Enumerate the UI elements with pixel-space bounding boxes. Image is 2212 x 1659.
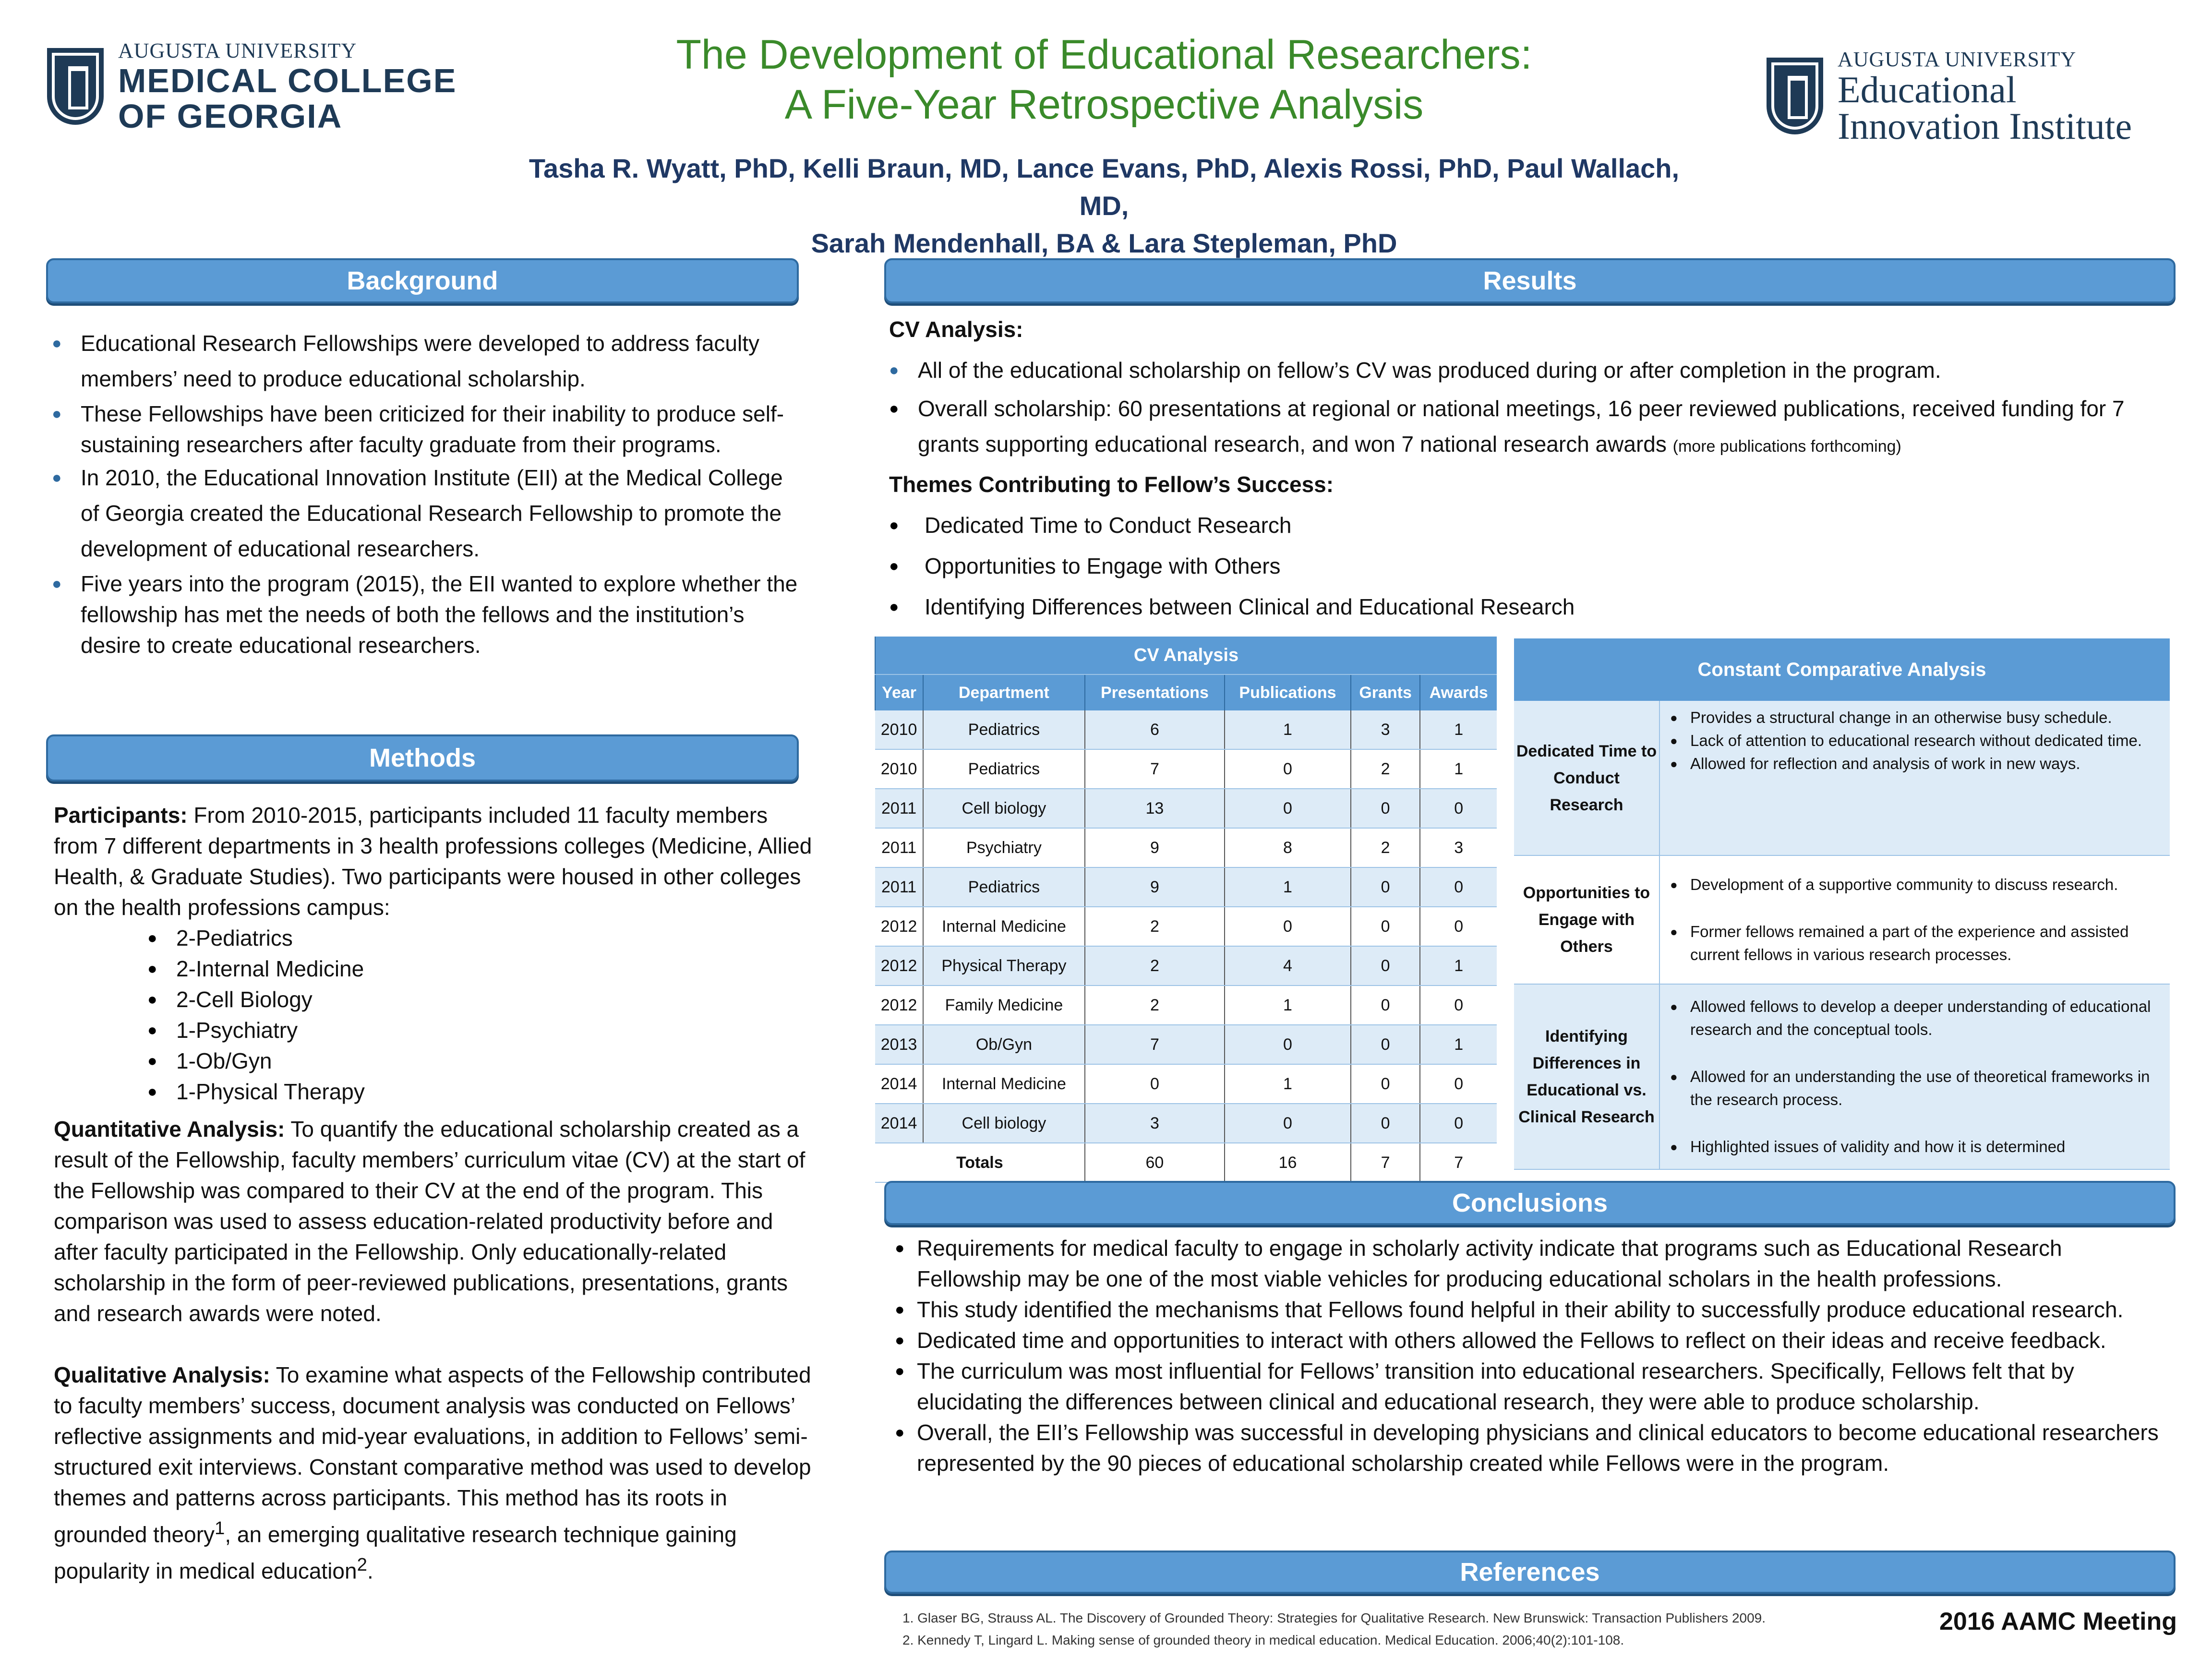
department-item: ● 2-Pediatrics — [147, 923, 812, 953]
cell-presentations: 9 — [1085, 828, 1225, 867]
cv-bullet — [889, 391, 2180, 464]
cell-department: Pediatrics — [923, 749, 1085, 789]
citation-2: 2 — [357, 1554, 367, 1575]
total-presentations: 60 — [1085, 1143, 1225, 1182]
cell-awards: 0 — [1420, 867, 1497, 907]
cv-table-row — [875, 907, 1497, 946]
total-grants: 7 — [1351, 1143, 1420, 1182]
col-year: Year — [875, 674, 923, 710]
cv-table-header — [875, 674, 1497, 710]
logo-institute-line2: Innovation Institute — [1838, 105, 2132, 147]
cca-point: ● Highlighted issues of validity and how it is determined — [1670, 1135, 2164, 1158]
theme-item: ● Dedicated Time to Conduct Research — [889, 505, 2180, 546]
quantitative-text: To quantify the educational scholarship created as a result of the Fellowship, faculty members’ curriculum vitae (CV) at the start of the Fellowship was compared to their CV at the end of the program. This comparison was used to assess education-related productivity before and after faculty participated in the Fellowship. Only educationally-related scholarship in the form of peer-reviewed publications, presentations, grants and research awards were noted. — [54, 1117, 805, 1326]
cca-point: ● Former fellows remained a part of the experience and assisted current fellows in various research processes. — [1670, 920, 2164, 966]
cell-publications: 1 — [1225, 867, 1351, 907]
authors-line-1: Tasha R. Wyatt, PhD, Kelli Braun, MD, Lance Evans, PhD, Alexis Rossi, PhD, Paul Wallach, MD, — [529, 153, 1680, 221]
cv-table-totals-row — [875, 1143, 1497, 1182]
qualitative-text: . — [367, 1558, 373, 1584]
cca-point: ● Development of a supportive community to discuss research. — [1670, 873, 2164, 896]
participants-paragraph — [54, 800, 812, 923]
cell-year: 2011 — [875, 828, 923, 867]
cell-year: 2011 — [875, 867, 923, 907]
authors-line-2: Sarah Mendenhall, BA & Lara Stepleman, PhD — [811, 228, 1397, 258]
cell-department: Family Medicine — [923, 986, 1085, 1025]
cv-analysis-table — [875, 637, 1497, 1183]
cell-awards: 0 — [1420, 789, 1497, 828]
qualitative-text: To examine what aspects of the Fellowship contributed to faculty members’ success, document analysis was conducted on Fellows’ reflective assignments and mid-year evaluations, in addition to Fellows’ semi-structured exit interviews. Constant comparative method was used to develop themes and patterns across participants. This method has its roots in grounded theory — [54, 1362, 811, 1547]
cell-year: 2012 — [875, 986, 923, 1025]
cell-grants: 0 — [1351, 907, 1420, 946]
theme-item: ● Opportunities to Engage with Others — [889, 546, 2180, 587]
results-heading: Results — [884, 258, 2176, 303]
quantitative-label: Quantitative Analysis: — [54, 1117, 285, 1142]
cell-awards: 1 — [1420, 749, 1497, 789]
background-section — [52, 325, 801, 661]
logo-university: AUGUSTA UNIVERSITY — [1838, 48, 2077, 71]
poster-title — [552, 30, 1656, 130]
cell-grants: 2 — [1351, 749, 1420, 789]
cell-year: 2011 — [875, 789, 923, 828]
cell-department: Ob/Gyn — [923, 1025, 1085, 1064]
department-item: ● 1-Psychiatry — [147, 1015, 812, 1046]
cell-presentations: 0 — [1085, 1064, 1225, 1104]
conclusions-section — [895, 1233, 2162, 1479]
cell-awards: 3 — [1420, 828, 1497, 867]
department-item: ● 2-Cell Biology — [147, 984, 812, 1015]
cca-row — [1514, 701, 2170, 855]
qualitative-text: , an emerging qualitative research technique gaining popularity in medical education — [54, 1522, 737, 1584]
col-awards: Awards — [1420, 674, 1497, 710]
cca-theme: Identifying Differences in Educational vs. Clinical Research — [1514, 984, 1659, 1169]
background-bullet: ● Five years into the program (2015), the EII wanted to explore whether the fellowship has met the needs of both the fellows and the institution’s desire to create educational researchers. — [52, 568, 801, 661]
cell-year: 2012 — [875, 946, 923, 986]
cell-publications: 0 — [1225, 1104, 1351, 1143]
cell-presentations: 2 — [1085, 907, 1225, 946]
mcg-logo — [47, 38, 457, 134]
cell-grants: 0 — [1351, 1064, 1420, 1104]
qualitative-paragraph — [54, 1359, 812, 1587]
cell-department: Physical Therapy — [923, 946, 1085, 986]
conclusion-bullet: ● Requirements for medical faculty to engage in scholarly activity indicate that programs such as Educational Research Fellowship may be one of the most viable vehicles for producing educational scholars in the health professions. — [895, 1233, 2162, 1294]
cell-year: 2014 — [875, 1104, 923, 1143]
cell-awards: 1 — [1420, 1025, 1497, 1064]
logo-college-line2: OF GEORGIA — [118, 97, 343, 135]
cell-grants: 0 — [1351, 946, 1420, 986]
cell-awards: 0 — [1420, 1064, 1497, 1104]
cv-table-row — [875, 749, 1497, 789]
background-bullet: ● In 2010, the Educational Innovation Institute (EII) at the Medical College of Georgia created the Educational Research Fellowship to promote the development of educational researchers. — [52, 460, 801, 566]
meeting-label: 2016 AAMC Meeting — [1939, 1608, 2177, 1635]
title-line-2: A Five-Year Retrospective Analysis — [784, 82, 1424, 128]
cell-awards: 0 — [1420, 986, 1497, 1025]
cell-year: 2012 — [875, 907, 923, 946]
cell-awards: 1 — [1420, 710, 1497, 749]
cv-table-row — [875, 1025, 1497, 1064]
reference-item: 2. Kennedy T, Lingard L. Making sense of grounded theory in medical education. Medical Education. 2006;40(2):101-108. — [902, 1633, 1624, 1647]
cell-awards: 1 — [1420, 946, 1497, 986]
themes-label: Themes Contributing to Fellow’s Success: — [889, 472, 1334, 497]
cell-awards: 0 — [1420, 907, 1497, 946]
cell-presentations: 2 — [1085, 986, 1225, 1025]
cell-presentations: 7 — [1085, 1025, 1225, 1064]
conclusions-heading: Conclusions — [884, 1181, 2176, 1225]
cell-publications: 1 — [1225, 710, 1351, 749]
cca-theme: Opportunities to Engage with Others — [1514, 855, 1659, 984]
cca-point: ● Allowed for reflection and analysis of work in new ways. — [1670, 752, 2164, 775]
participants-label: Participants: — [54, 803, 188, 828]
cell-publications: 0 — [1225, 789, 1351, 828]
references-list — [902, 1607, 1766, 1651]
shield-icon — [47, 48, 104, 125]
department-item: ● 1-Ob/Gyn — [147, 1046, 812, 1076]
logo-university: AUGUSTA UNIVERSITY — [118, 39, 357, 62]
cell-awards: 0 — [1420, 1104, 1497, 1143]
participants-text: From 2010-2015, participants included 11 faculty members from 7 different departments in 3 health professions colleges (Medicine, Allied Health, & Graduate Studies). Two participants were housed in other colleges on the health professions campus: — [54, 803, 812, 920]
cv-table-row — [875, 828, 1497, 867]
cell-department: Cell biology — [923, 789, 1085, 828]
cell-presentations: 2 — [1085, 946, 1225, 986]
cca-table-caption: Constant Comparative Analysis — [1514, 638, 2170, 701]
cell-department: Pediatrics — [923, 710, 1085, 749]
cell-publications: 4 — [1225, 946, 1351, 986]
cca-point: ● Allowed for an understanding the use of theoretical frameworks in the research process. — [1670, 1065, 2164, 1111]
cell-grants: 2 — [1351, 828, 1420, 867]
cell-grants: 0 — [1351, 1104, 1420, 1143]
cell-publications: 1 — [1225, 986, 1351, 1025]
citation-1: 1 — [215, 1518, 225, 1539]
departments-list — [54, 923, 812, 1107]
cell-publications: 8 — [1225, 828, 1351, 867]
cv-note: (more publications forthcoming) — [1672, 437, 1901, 456]
cell-presentations: 9 — [1085, 867, 1225, 907]
authors — [504, 150, 1704, 262]
background-bullet: ● Educational Research Fellowships were developed to address faculty members’ need to produce educational scholarship. — [52, 325, 801, 397]
shield-icon — [1767, 58, 1823, 134]
col-presentations: Presentations — [1085, 674, 1225, 710]
theme-item: ● Identifying Differences between Clinical and Educational Research — [889, 587, 2180, 627]
conclusion-bullet: ● Dedicated time and opportunities to interact with others allowed the Fellows to reflect on their ideas and receive feedback. — [895, 1325, 2162, 1356]
cell-publications: 1 — [1225, 1064, 1351, 1104]
cv-analysis-label: CV Analysis: — [889, 317, 1023, 342]
quantitative-paragraph — [54, 1114, 812, 1329]
results-section — [889, 309, 2180, 627]
cca-row — [1514, 855, 2170, 984]
cv-table-caption: CV Analysis — [875, 637, 1497, 674]
cell-presentations: 13 — [1085, 789, 1225, 828]
methods-section — [54, 800, 812, 1587]
cell-publications: 0 — [1225, 749, 1351, 789]
cv-bullet-text: Overall scholarship: 60 presentations at regional or national meetings, 16 peer reviewed publications, received funding for 7 grants supporting educational research, and won 7 national research awards — [918, 396, 2125, 457]
cell-grants: 0 — [1351, 789, 1420, 828]
cv-table-row — [875, 1064, 1497, 1104]
cv-table-row — [875, 946, 1497, 986]
cell-department: Cell biology — [923, 1104, 1085, 1143]
cv-table-row — [875, 789, 1497, 828]
cell-department: Pediatrics — [923, 867, 1085, 907]
cca-row — [1514, 984, 2170, 1169]
cell-presentations: 6 — [1085, 710, 1225, 749]
col-publications: Publications — [1225, 674, 1351, 710]
cell-grants: 3 — [1351, 710, 1420, 749]
cca-point: ● Allowed fellows to develop a deeper understanding of educational research and the conceptual tools. — [1670, 995, 2164, 1041]
col-department: Department — [923, 674, 1085, 710]
col-grants: Grants — [1351, 674, 1420, 710]
cell-department: Internal Medicine — [923, 907, 1085, 946]
background-bullet: ● These Fellowships have been criticized for their inability to produce self-sustaining researchers after faculty graduate from their programs. — [52, 398, 801, 460]
total-publications: 16 — [1225, 1143, 1351, 1182]
cell-grants: 0 — [1351, 986, 1420, 1025]
title-line-1: The Development of Educational Researchers: — [676, 32, 1532, 78]
eii-logo — [1767, 47, 2132, 147]
cv-table-row — [875, 867, 1497, 907]
cv-table-row — [875, 710, 1497, 749]
cell-presentations: 3 — [1085, 1104, 1225, 1143]
cell-grants: 0 — [1351, 867, 1420, 907]
cell-publications: 0 — [1225, 907, 1351, 946]
cell-presentations: 7 — [1085, 749, 1225, 789]
cell-year: 2014 — [875, 1064, 923, 1104]
conclusion-bullet: ● The curriculum was most influential for Fellows’ transition into educational researchers. Specifically, Fellows felt that by elucidating the differences between clinical and educational research, they were able to produce scholarship. — [895, 1356, 2162, 1417]
reference-item: 1. Glaser BG, Strauss AL. The Discovery of Grounded Theory: Strategies for Qualitative Research. New Brunswick: Transaction Publishers 2009. — [902, 1611, 1766, 1625]
background-heading: Background — [46, 258, 799, 303]
conclusion-bullet: ● This study identified the mechanisms that Fellows found helpful in their ability to successfully produce educational research. — [895, 1294, 2162, 1325]
qualitative-label: Qualitative Analysis: — [54, 1362, 270, 1387]
cv-bullet: ● All of the educational scholarship on fellow’s CV was produced during or after completion in the program. — [889, 350, 2180, 391]
cca-point: ● Provides a structural change in an otherwise busy schedule. — [1670, 706, 2164, 729]
cell-department: Internal Medicine — [923, 1064, 1085, 1104]
department-item: ● 1-Physical Therapy — [147, 1076, 812, 1107]
conclusion-bullet: ● Overall, the EII’s Fellowship was successful in developing physicians and clinical educators to become educational researchers represented by the 90 pieces of educational scholarship created while Fellows were in the program. — [895, 1417, 2162, 1479]
cv-table-row — [875, 986, 1497, 1025]
cell-department: Psychiatry — [923, 828, 1085, 867]
cell-year: 2010 — [875, 710, 923, 749]
total-awards: 7 — [1420, 1143, 1497, 1182]
logo-institute-line1: Educational — [1838, 69, 2017, 110]
totals-label: Totals — [875, 1143, 1085, 1182]
cell-year: 2013 — [875, 1025, 923, 1064]
references-heading: References — [884, 1551, 2176, 1594]
logo-college-line1: MEDICAL COLLEGE — [118, 62, 457, 99]
cv-table-row — [875, 1104, 1497, 1143]
cell-publications: 0 — [1225, 1025, 1351, 1064]
methods-heading: Methods — [46, 734, 799, 781]
constant-comparative-table — [1514, 638, 2170, 1170]
cca-theme: Dedicated Time to Conduct Research — [1514, 701, 1659, 855]
department-item: ● 2-Internal Medicine — [147, 953, 812, 984]
cell-grants: 0 — [1351, 1025, 1420, 1064]
cell-year: 2010 — [875, 749, 923, 789]
cca-point: ● Lack of attention to educational research without dedicated time. — [1670, 729, 2164, 752]
